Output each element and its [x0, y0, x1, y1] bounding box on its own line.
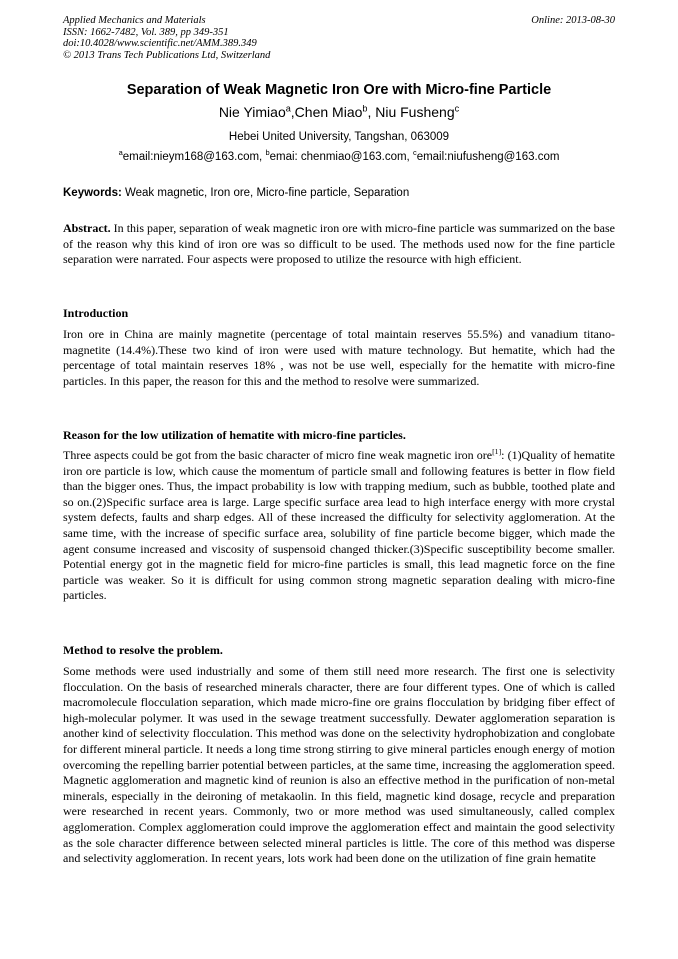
author-name: ,Chen Miao: [290, 104, 363, 120]
email-address: email:niufusheng@163.com: [416, 151, 560, 163]
author-name: , Niu Fusheng: [367, 104, 455, 120]
journal-header: [63, 15, 615, 61]
issn-line: ISSN: 1662-7482, Vol. 389, pp 349-351: [63, 26, 229, 38]
abstract-text: In this paper, separation of weak magnetic iron ore with micro-fine particle was summarized on the base of the reason why this kind of iron ore was so difficult to be used. The methods used now for the fine particle separation were narrated. Four aspects were proposed to utilize the resource with high efficient.: [63, 221, 615, 267]
email-superscript: b: [265, 148, 270, 158]
author-name: Nie Yimiao: [218, 104, 286, 120]
affiliation: Hebei United University, Tangshan, 063009: [228, 131, 450, 143]
abstract-label: Abstract.: [63, 221, 111, 235]
introduction-heading: Introduction: [63, 306, 129, 320]
method-heading: Method to resolve the problem.: [63, 643, 223, 657]
author-line: [0, 104, 678, 120]
copyright-line: © 2013 Trans Tech Publications Ltd, Switzerland: [63, 49, 271, 61]
email-line: [0, 148, 678, 163]
reason-text-start: Three aspects could be got from the basic character of micro fine weak magnetic iron ore: [63, 448, 493, 462]
keywords-label: Keywords:: [63, 187, 122, 199]
keywords-text: Weak magnetic, Iron ore, Micro-fine particle, Separation: [121, 187, 410, 199]
journal-name: Applied Mechanics and Materials: [63, 15, 206, 26]
paper-title: Separation of Weak Magnetic Iron Ore with Micro-fine Particle: [126, 82, 552, 98]
online-date: Online: 2013-08-30: [531, 15, 615, 26]
doi-line: doi:10.4028/www.scientific.net/AMM.389.349: [63, 38, 257, 49]
reason-text-rest: : (1)Quality of hematite iron ore particle is low, which cause the momentum of particle small and following features is better in flow field than the bigger ones. Thus, the impact probability is low with trapping medium, such as bubble, toothed plate and so on.(2)Specific surface area is large. Large specific surface area lead to high interface energy with more crystal system defects, faults and sharp edges. All of these increased the difficulty for selectivity agglomeration. At the same time, with the increase of specific surface area, solubility of fine particle become bigger, which made the agent consume increased and viscosity of suspensoid changed thicker.(3)Specific susceptibility become smaller. Potential energy got in the magnetic field for micro-fine particles is small, this lead magnetic force on the fine particle was weaker. So it is difficult for using common strong magnetic separation dealing with micro-fine particles.: [63, 448, 615, 603]
reason-heading: Reason for the low utilization of hematite with micro-fine particles.: [63, 428, 406, 442]
email-address: email:nieym168@163.com,: [122, 151, 266, 163]
author-superscript: c: [454, 103, 460, 114]
author-superscript: a: [285, 103, 291, 114]
email-address: emai: chenmiao@163.com,: [269, 151, 413, 163]
email-superscript: c: [412, 148, 417, 158]
method-paragraph: Some methods were used industrially and some of them still need more research. The first one is selectivity flocculation. On the basis of researched minerals character, there are four different types. One of which is called macromolecule flocculation separation, which made micro-fine ore grains flocculation by bridging fiber effect of high-molecular polymer. It was used in the sewage treatment successfully. Dewater agglomeration separation is another kind of selectivity flocculation. This method was done on the selectivity hydrophobization and conglobate for different mineral particle. It needs a long time strong stirring to give mineral particles enough energy of motion overcoming the repelling barrier potential between particles, at the same time, increasing the agglomeration speed. Magnetic agglomeration and magnetic kind of reunion is also an effective method in the purification of non-metal minerals, especially in the deironing of metakaolin. In this field, magnetic kind dosage, recycle and preparation were researched in recent years. Commonly, two or more method was used simultaneously, called complex agglomeration. Complex agglomeration could improve the agglomeration effect and maintain the good selectivity as the sole character difference between selected mineral particles is little. The core of this method was disperse and selectivity agglomeration. In recent years, lots work had been done on the utilization of fine grain hematite: [63, 664, 615, 866]
keywords-line: [63, 187, 615, 199]
email-superscript: a: [118, 148, 123, 158]
reason-paragraph: [63, 448, 615, 604]
author-superscript: b: [362, 103, 368, 114]
citation-reference: [1]: [492, 447, 502, 456]
abstract-paragraph: [63, 221, 615, 268]
introduction-paragraph: Iron ore in China are mainly magnetite (percentage of total maintain reserves 55.5%) and vanadium titano-magnetite (14.4%).These two kind of iron were used with mature technology. But hematite, which had the percentage of total maintain reserves 18% , was not be use well, especially for the hematite with micro-fine particles. In this paper, the reason for this and the method to resolve were summarized.: [63, 327, 615, 388]
